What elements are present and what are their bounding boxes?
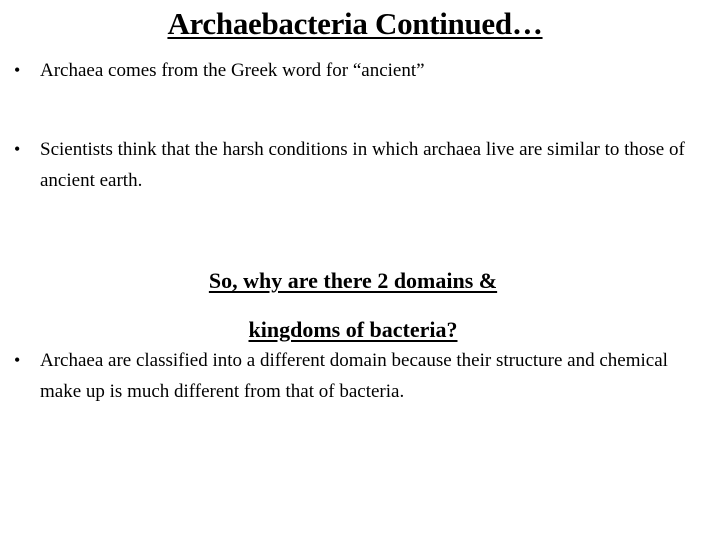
bullet-item — [14, 345, 694, 407]
question-line-1: So, why are there 2 domains & — [208, 268, 498, 293]
bullet-item — [14, 55, 694, 86]
bullet-text: Scientists think that the harsh conditions in which archaea live are similar to those of ancient earth. — [40, 139, 685, 191]
bullet-icon: • — [14, 350, 21, 370]
question-line-2: kingdoms of bacteria? — [248, 317, 458, 342]
bullet-icon: • — [14, 139, 21, 159]
slide-title: Archaebacteria Continued… — [167, 6, 543, 41]
bullet-icon: • — [14, 60, 21, 80]
question-heading — [0, 256, 706, 354]
bullet-item — [14, 134, 694, 196]
bullet-text: Archaea comes from the Greek word for “ancient” — [40, 60, 425, 81]
bullet-text: Archaea are classified into a different domain because their structure and chemical make up is much different from that of bacteria. — [40, 350, 668, 402]
